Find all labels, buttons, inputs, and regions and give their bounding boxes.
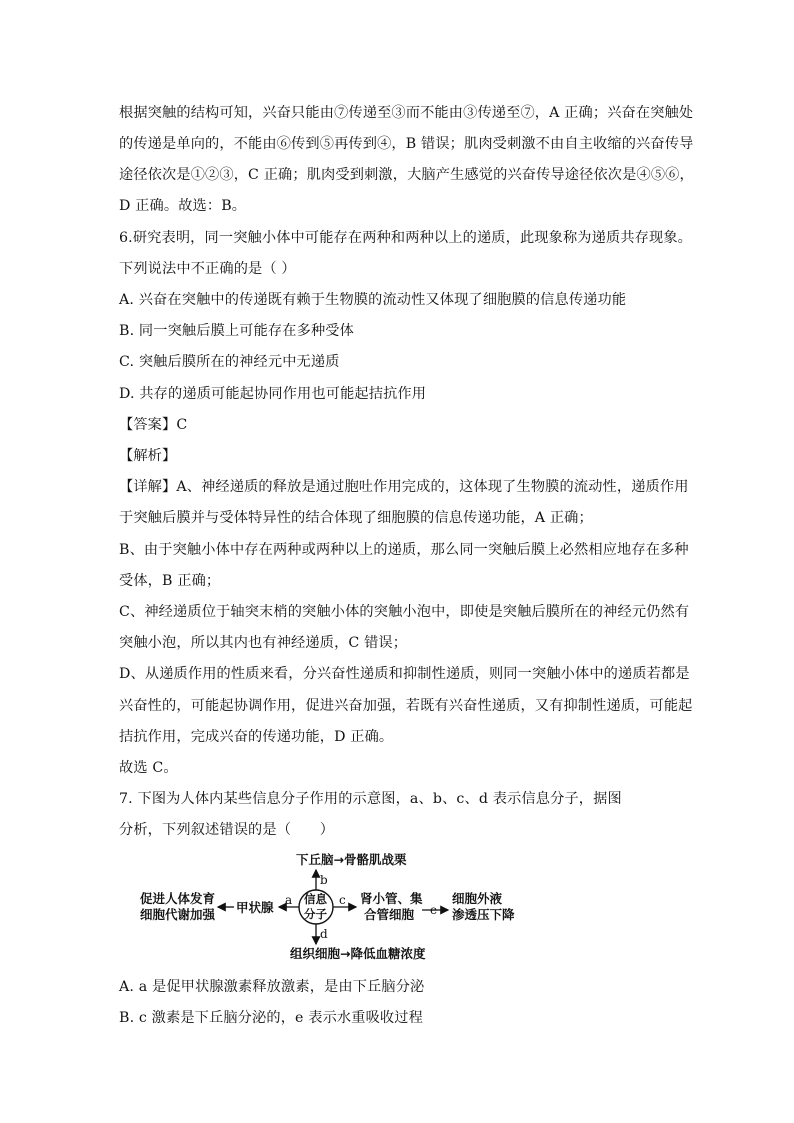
- text-line: 的传递是单向的，不能由⑥传到⑤再传到④，B 错误；肌肉受刺激不由自主收缩的兴奋传导: [119, 136, 694, 152]
- text-line: 于突触后膜并与受体特异性的结合体现了细胞膜的信息传递功能，A 正确；: [119, 510, 593, 526]
- text-line: 【详解】A、神经递质的释放是通过胞吐作用完成的，这体现了生物膜的流动性，递质作用: [119, 479, 689, 495]
- question-7-option-b: B. c 激素是下丘脑分泌的，e 表示水重吸收过程: [119, 1010, 423, 1026]
- text-line: 受体，B 正确；: [119, 573, 221, 589]
- text-line: C、神经递质位于轴突末梢的突触小体的突触小泡中，即使是突触后膜所在的神经元仍然有: [119, 604, 690, 620]
- gland-label: 甲状腺: [236, 900, 274, 915]
- center-label-line1: 信息: [304, 892, 327, 906]
- option-d: D. 共存的递质可能起协同作用也可能起拮抗作用: [119, 386, 427, 402]
- center-label-line2: 分子: [304, 907, 327, 921]
- text-line: 拮抗作用，完成兴奋的传递功能，D 正确。: [119, 729, 394, 745]
- option-a: A. 兴奋在突触中的传递既有赖于生物膜的流动性又体现了细胞膜的信息传递功能: [119, 292, 627, 308]
- text-line: 兴奋性的，可能起协调作用，促进兴奋加强，若既有兴奋性递质，又有抑制性递质，可能起: [119, 698, 693, 714]
- text-line: 故选 C。: [119, 760, 178, 776]
- label-a: a: [285, 893, 293, 907]
- question-6-stem: 6.研究表明，同一突触小体中可能存在两种和两种以上的递质，此现象称为递质共存现象。: [119, 230, 693, 246]
- option-b: B. 同一突触后膜上可能存在多种受体: [119, 323, 354, 339]
- analysis-heading: 【解析】: [119, 448, 177, 464]
- question-7-stem: 分析，下列叙述错误的是（ ）: [119, 822, 335, 838]
- text-line: B、由于突触小体中存在两种或两种以上的递质，那么同一突触后膜上必然相应地存在多种: [119, 542, 689, 558]
- right-target-line1: 肾小管、集: [360, 891, 423, 906]
- diagram-bottom-label: 组织细胞→降低血糖浓度: [290, 946, 426, 961]
- answer-line: 【答案】C: [119, 417, 188, 433]
- far-right-line2: 渗透压下降: [452, 907, 515, 922]
- question-7-stem: 7. 下图为人体内某些信息分子作用的示意图，a、b、c、d 表示信息分子，据图: [119, 791, 622, 807]
- text-line: 途径依次是①②③，C 正确；肌肉受到刺激，大脑产生感觉的兴奋传导途径依次是④⑤⑥，: [119, 167, 694, 183]
- diagram-top-label: 下丘脑→骨骼肌战栗: [296, 852, 407, 867]
- label-e: e: [430, 903, 438, 917]
- label-d: d: [320, 927, 328, 941]
- text-line: 突触小泡，所以其内也有神经递质，C 错误；: [119, 635, 408, 651]
- text-line: 根据突触的结构可知，兴奋只能由⑦传递至③而不能由③传递至⑦，A 正确；兴奋在突触处: [119, 105, 694, 121]
- right-target-line2: 合管细胞: [364, 907, 415, 922]
- question-6-stem: 下列说法中不正确的是（ ）: [119, 261, 296, 277]
- left-effect-line1: 促进人体发育: [140, 891, 216, 906]
- text-line: D、从递质作用的性质来看，分兴奋性递质和抑制性递质，则同一突触小体中的递质若都是: [119, 666, 690, 682]
- left-effect-line2: 细胞代谢加强: [140, 907, 216, 922]
- option-c: C. 突触后膜所在的神经元中无递质: [119, 354, 340, 370]
- far-right-line1: 细胞外液: [452, 891, 503, 906]
- signal-molecule-diagram: [130, 848, 530, 966]
- label-c: c: [339, 893, 346, 907]
- text-line: D 正确。故选：B。: [119, 198, 247, 214]
- label-b: b: [320, 873, 328, 887]
- question-7-option-a: A. a 是促甲状腺激素释放激素，是由下丘脑分泌: [119, 979, 425, 995]
